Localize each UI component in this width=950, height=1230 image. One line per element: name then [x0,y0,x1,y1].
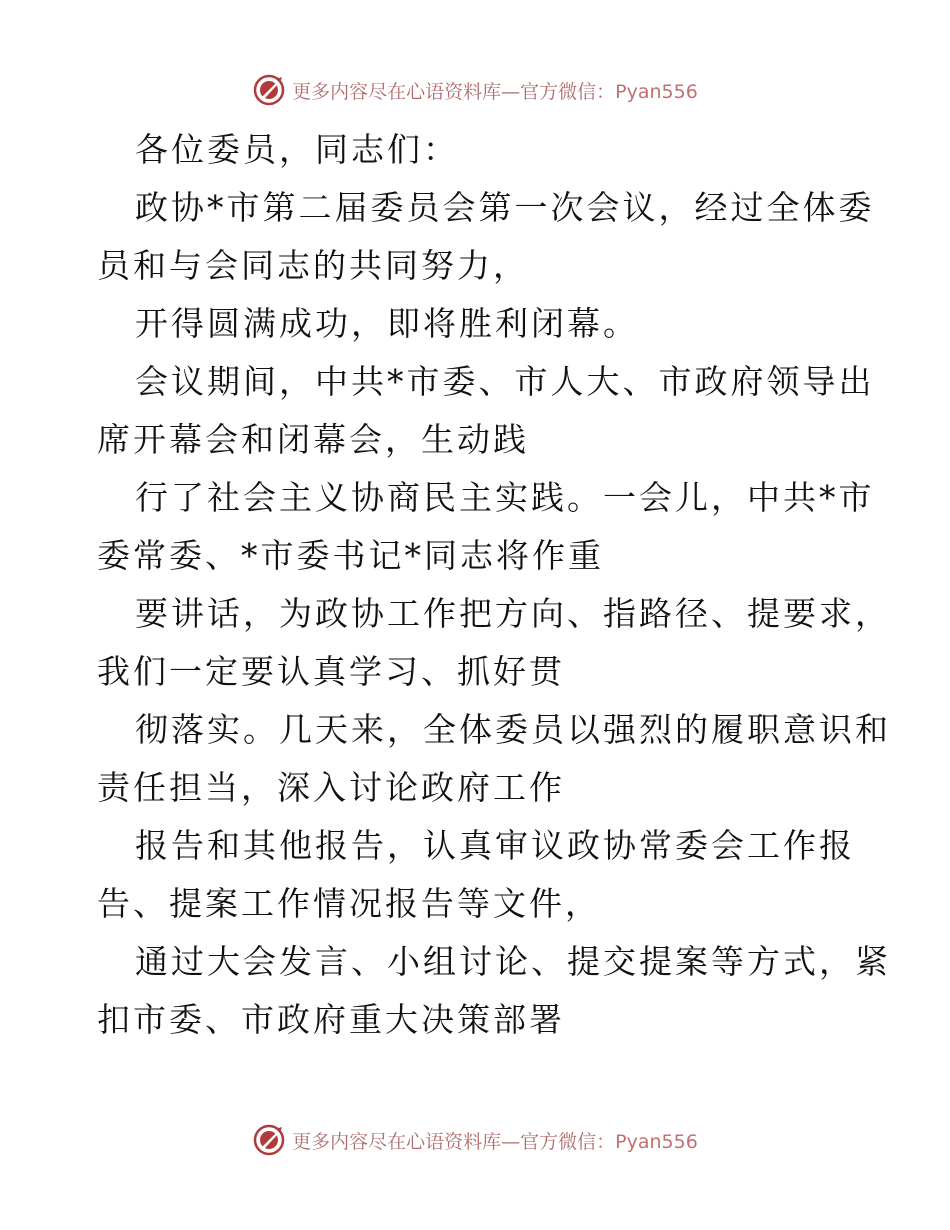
banner-handle: Pyan556 [615,80,698,103]
text-line: 通过大会发言、小组讨论、提交提案等方式，紧 [135,942,891,981]
text-line: 委常委、*市委书记*同志将作重 [97,536,604,575]
header-banner [0,70,950,110]
text-line: 席开幕会和闭幕会，生动践 [97,420,529,459]
footer-banner [0,1120,950,1160]
banner-brand-text: 更多内容尽在心语资料库—官方微信： [292,1130,616,1153]
text-line: 开得圆满成功，即将胜利闭幕。 [135,304,639,343]
document-body [97,121,891,1049]
banner-text [292,1127,698,1154]
text-line: 责任担当，深入讨论政府工作 [97,768,565,807]
text-line: 要讲话，为政协工作把方向、指路径、提要求， [135,594,891,633]
banner-handle: Pyan556 [615,1130,698,1153]
text-line: 员和与会同志的共同努力， [97,246,529,285]
text-line: 我们一定要认真学习、抓好贯 [97,652,565,691]
quill-logo-icon [252,73,286,107]
text-line: 告、提案工作情况报告等文件， [97,884,601,923]
text-line: 彻落实。几天来，全体委员以强烈的履职意识和 [135,710,891,749]
text-line: 会议期间，中共*市委、市人大、市政府领导出 [135,362,875,401]
text-line: 报告和其他报告，认真审议政协常委会工作报 [135,826,855,865]
banner-brand-text: 更多内容尽在心语资料库—官方微信： [292,80,616,103]
banner-text [292,77,698,104]
text-line: 扣市委、市政府重大决策部署 [97,1000,565,1039]
text-line: 政协*市第二届委员会第一次会议，经过全体委 [135,188,875,227]
text-line: 行了社会主义协商民主实践。一会儿，中共*市 [135,478,875,517]
quill-logo-icon [252,1123,286,1157]
text-line: 各位委员，同志们： [135,130,459,169]
